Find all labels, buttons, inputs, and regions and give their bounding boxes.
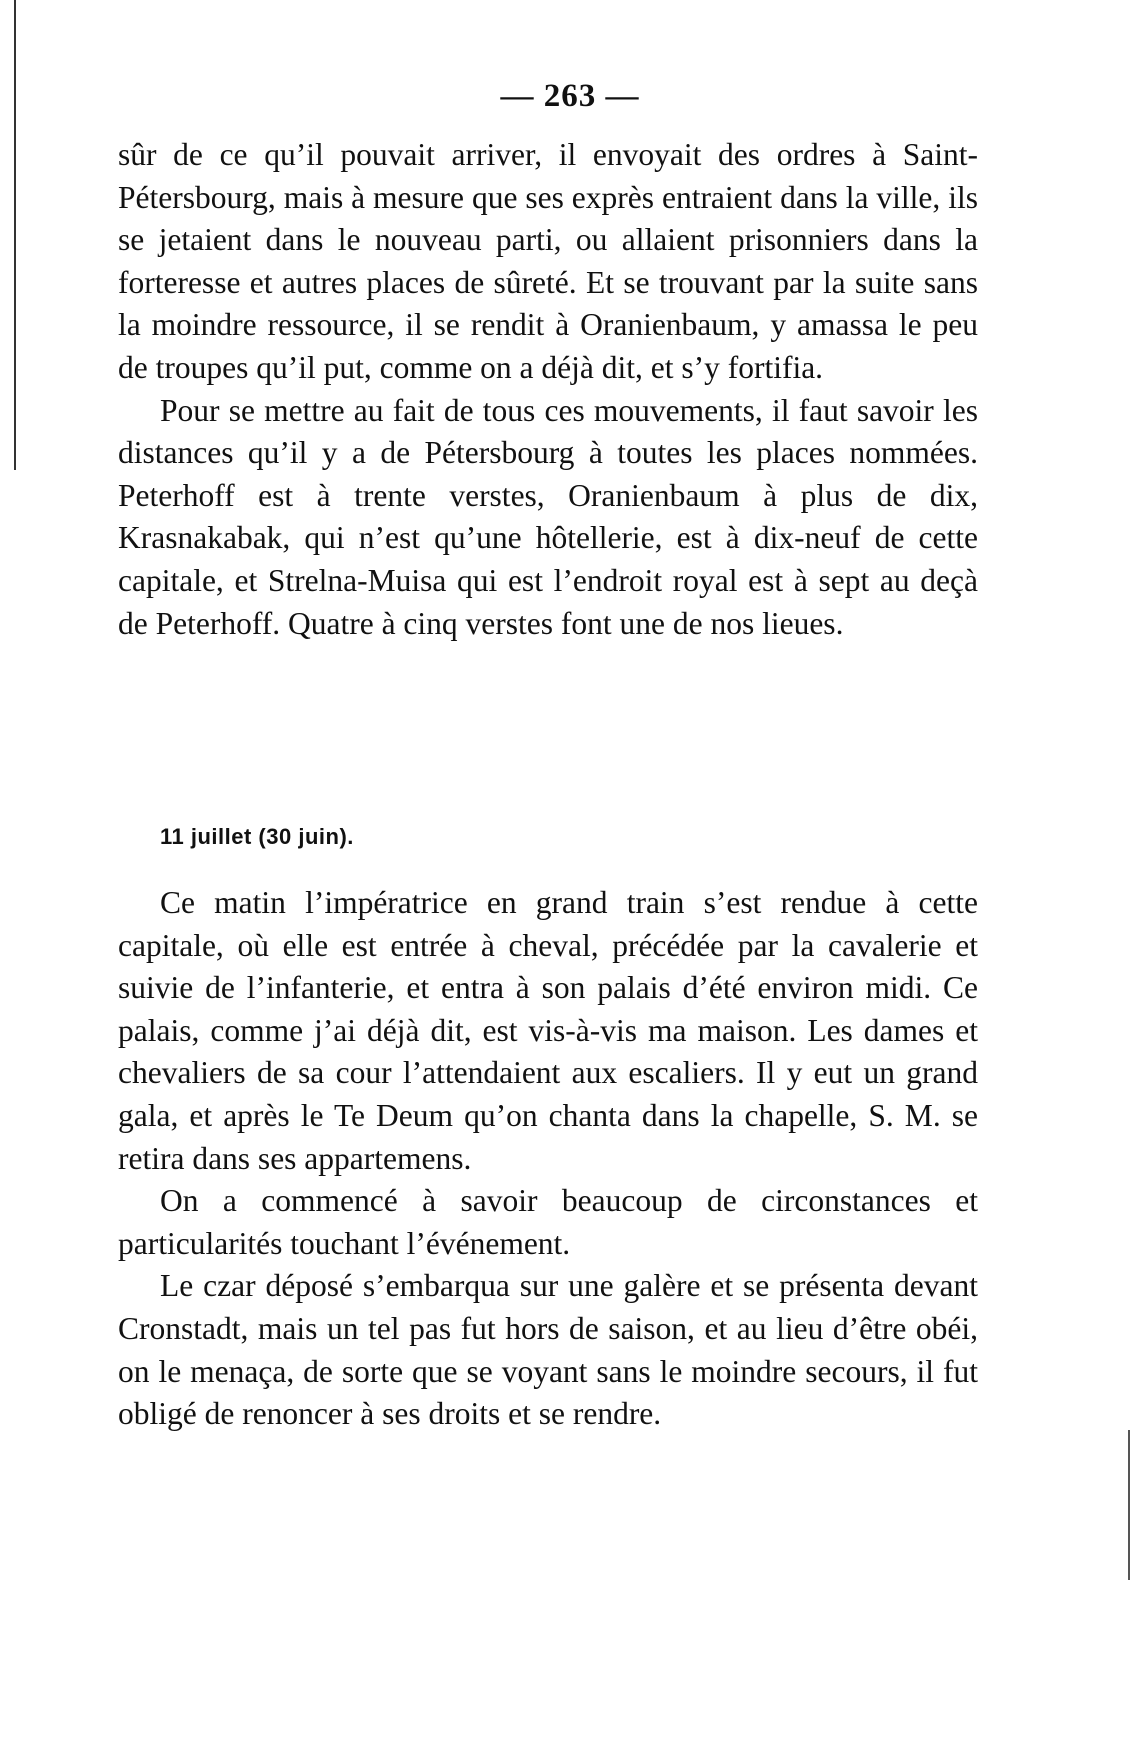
text-block-2 bbox=[118, 882, 978, 1436]
paragraph: Ce matin l’impératrice en grand train s’est rendue à cette capitale, où elle est entrée à cheval, précédée par la cavalerie et suivie de l’infanterie, et entra à son palais d’été environ midi. Ce palais, comme j’ai déjà dit, est vis-à-vis ma maison. Les dames et chevaliers de sa cour l’attendaient aux escaliers. Il y eut un grand gala, et après le Te Deum qu’on chanta dans la chapelle, S. M. se retira dans ses appartemens. bbox=[118, 885, 978, 1176]
paragraph: On a commencé à savoir beaucoup de circonstances et particularités touchant l’événement. bbox=[118, 1183, 978, 1261]
text-block-1 bbox=[118, 134, 978, 645]
paragraph: Le czar déposé s’embarqua sur une galère et se présenta devant Cronstadt, mais un tel pas fut hors de saison, et au lieu d’être obéi, on le menaça, de sorte que se voyant sans le moindre secours, il fut obligé de renoncer à ses droits et se rendre. bbox=[118, 1268, 978, 1432]
dateline: 11 juillet (30 juin). bbox=[160, 824, 354, 849]
paragraph: sûr de ce qu’il pouvait arriver, il envoyait des ordres à Saint-Pétersbourg, mais à mesure que ses exprès entraient dans la ville, ils se jetaient dans le nouveau parti, ou allaient prisonniers dans la forteresse et autres places de sûreté. Et se trouvant par la suite sans la moindre ressource, il se rendit à Oranienbaum, y amassa le peu de troupes qu’il put, comme on a déjà dit, et s’y fortifia. bbox=[118, 137, 978, 385]
scan-edge-line bbox=[14, 0, 16, 470]
page-number: — 263 — bbox=[500, 78, 640, 114]
paragraph: Pour se mettre au fait de tous ces mouvements, il faut savoir les distances qu’il y a de Pétersbourg à toutes les places nommées. Peterhoff est à trente verstes, Oranienbaum à plus de dix, Krasnakabak, qui n’est qu’une hôtellerie, est à dix-neuf de cette capitale, et Strelna-Muisa qui est l’endroit royal est à sept au deçà de Peterhoff. Quatre à cinq verstes font une de nos lieues. bbox=[118, 392, 978, 641]
scan-edge-line bbox=[1128, 1430, 1130, 1580]
